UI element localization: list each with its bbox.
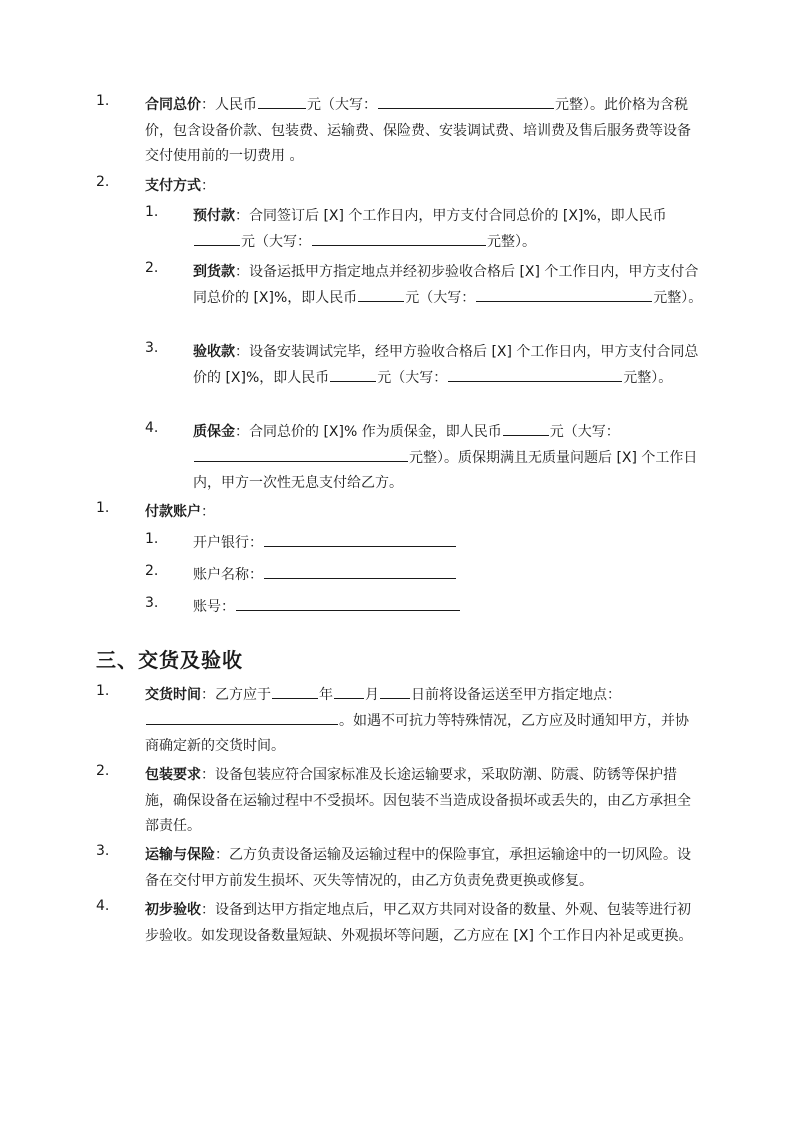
list-text: 初步验收：设备到达甲方指定地点后，甲乙双方共同对设备的数量、外观、包装等进行初步验收。如发现设备数量短缺、外观损坏等问题，乙方应在 [X] 个工作日内补足或更换。: [145, 902, 693, 944]
amount-blank[interactable]: [194, 231, 240, 246]
account-name-blank[interactable]: [264, 564, 456, 579]
bank-name-blank[interactable]: [264, 532, 456, 547]
list-number: 4.: [96, 898, 110, 914]
list-number: 2.: [96, 763, 110, 779]
account-number-blank[interactable]: [236, 596, 460, 611]
list-number: 1.: [145, 204, 159, 220]
list-number: 2.: [145, 260, 159, 276]
item-label: 运输与保险: [145, 847, 215, 863]
amount-blank[interactable]: [503, 421, 549, 436]
item-label: 支付方式: [145, 178, 201, 194]
list-number: 2.: [96, 174, 110, 190]
list-number: 1.: [96, 93, 110, 109]
list-text: 支付方式：: [145, 178, 215, 194]
item-label: 包装要求: [145, 767, 201, 783]
item-label: 质保金: [193, 424, 235, 440]
month-blank[interactable]: [334, 684, 364, 699]
amount-words-blank[interactable]: [194, 447, 408, 462]
list-text: 开户银行：: [193, 531, 703, 557]
list-text: 到货款：设备运抵甲方指定地点并经初步验收合格后 [X] 个工作日内，甲方支付合同总价的 [X]%，即人民币 元（大写： 元整）。: [193, 264, 703, 306]
list-number: 3.: [145, 595, 159, 611]
item-label: 合同总价: [145, 97, 201, 113]
list-text: 运输与保险：乙方负责设备运输及运输过程中的保险事宜，承担运输途中的一切风险。设备在交付甲方前发生损坏、灭失等情况的，由乙方负责免费更换或修复。: [145, 847, 691, 889]
list-number: 1.: [96, 500, 110, 516]
amount-blank[interactable]: [330, 367, 376, 382]
amount-words-blank[interactable]: [312, 231, 486, 246]
day-blank[interactable]: [380, 684, 410, 699]
amount-words-blank[interactable]: [448, 367, 622, 382]
list-text: 质保金：合同总价的 [X]% 作为质保金，即人民币 元（大写：元整）。质保期满且无质量问题后 [X] 个工作日内，甲方一次性无息支付给乙方。: [193, 420, 703, 497]
list-text: 预付款：合同签订后 [X] 个工作日内，甲方支付合同总价的 [X]%，即人民币元（大写： 元整）。: [193, 208, 667, 250]
list-number: 2.: [145, 563, 159, 579]
list-text: 账户名称：: [193, 563, 703, 589]
year-blank[interactable]: [272, 684, 318, 699]
amount-words-blank[interactable]: [378, 94, 554, 109]
list-number: 1.: [96, 683, 110, 699]
list-text: 交货时间：乙方应于 年 月 日前将设备运送至甲方指定地点：。如遇不可抗力等特殊情况，乙方应及时通知甲方，并协商确定新的交货时间。: [145, 683, 701, 760]
delivery-location-blank[interactable]: [146, 710, 338, 725]
list-text: 验收款：设备安装调试完毕，经甲方验收合格后 [X] 个工作日内，甲方支付合同总价的 [X]%，即人民币 元（大写： 元整）。: [193, 344, 699, 386]
item-label: 交货时间: [145, 687, 201, 703]
list-text: 账号：: [193, 595, 703, 621]
amount-words-blank[interactable]: [476, 287, 652, 302]
list-text: 包装要求：设备包装应符合国家标准及长途运输要求，采取防潮、防震、防锈等保护措施，确保设备在运输过程中不受损坏。因包装不当造成设备损坏或丢失的，由乙方承担全部责任。: [145, 767, 691, 834]
list-number: 3.: [96, 843, 110, 859]
amount-blank[interactable]: [258, 94, 306, 109]
list-number: 1.: [145, 531, 159, 547]
list-number: 4.: [145, 420, 159, 436]
item-label: 到货款: [193, 264, 235, 280]
item-label: 付款账户: [145, 504, 201, 520]
amount-blank[interactable]: [358, 287, 404, 302]
list-text: 合同总价：人民币 元（大写： 元整）。此价格为含税价，包含设备价款、包装费、运输费、保险费、安装调试费、培训费及售后服务费等设备交付使用前的一切费用 。: [145, 93, 701, 170]
item-label: 验收款: [193, 344, 235, 360]
item-label: 初步验收: [145, 902, 201, 918]
list-number: 3.: [145, 340, 159, 356]
item-label: 预付款: [193, 208, 235, 224]
list-text: 付款账户：: [145, 504, 215, 520]
section-heading: 三、交货及验收: [96, 648, 243, 672]
